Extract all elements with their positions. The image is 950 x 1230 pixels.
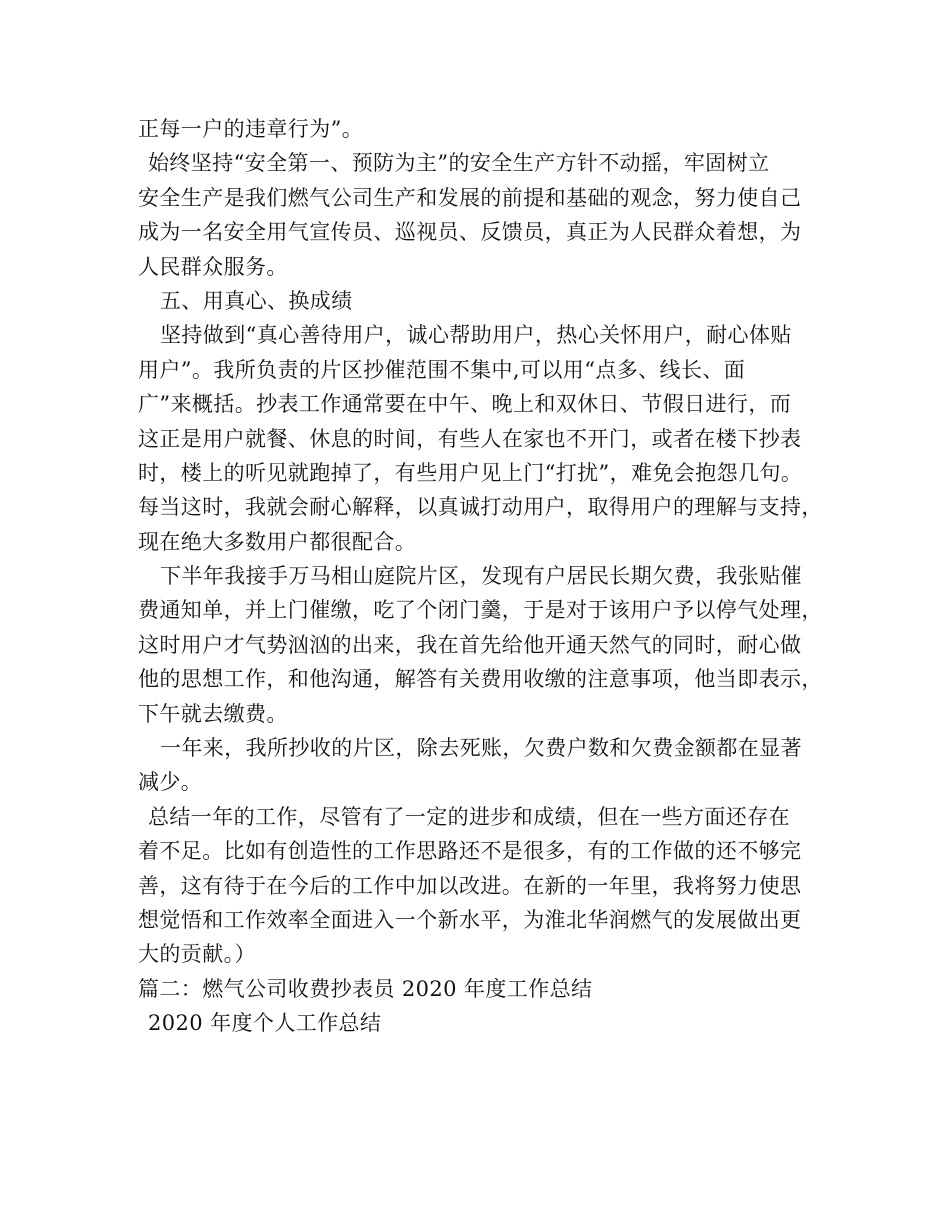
text-line: 这正是用户就餐、休息的时间，有些人在家也不开门，或者在楼下抄表 <box>138 426 802 451</box>
text-line: 想觉悟和工作效率全面进入一个新水平，为淮北华润燃气的发展做出更 <box>138 907 802 932</box>
text-line: 安全生产是我们燃气公司生产和发展的前提和基础的观念，努力使自己 <box>138 185 802 210</box>
chapter-subtitle: 2020 年度个人工作总结 <box>148 1011 382 1036</box>
text-line: 成为一名安全用气宣传员、巡视员、反馈员，真正为人民群众着想，为 <box>138 220 802 245</box>
text-line: 减少。 <box>138 770 203 795</box>
section-heading: 五、用真心、换成绩 <box>160 288 353 313</box>
text-line: 人民群众服务。 <box>138 254 288 279</box>
text-line: 着不足。比如有创造性的工作思路还不是很多，有的工作做的还不够完 <box>138 839 802 864</box>
text-line: 始终坚持“安全第一、预防为主”的安全生产方针不动摇，牢固树立 <box>148 151 770 176</box>
text-line: 这时用户才气势汹汹的出来，我在首先给他开通天然气的同时，耐心做 <box>138 632 802 657</box>
text-line: 善，这有待于在今后的工作中加以改进。在新的一年里，我将努力使思 <box>138 873 802 898</box>
text-line: 下半年我接手万马相山庭院片区，发现有户居民长期欠费，我张贴催 <box>160 564 802 589</box>
text-line: 时，楼上的听见就跑掉了，有些用户见上门“打扰”，难免会抱怨几句。 <box>138 460 803 485</box>
text-line: 正每一户的违章行为”。 <box>138 117 364 141</box>
text-line: 总结一年的工作，尽管有了一定的进步和成绩，但在一些方面还存在 <box>148 804 790 829</box>
text-line: 用户”。我所负责的片区抄催范围不集中,可以用“点多、线长、面 <box>138 357 746 382</box>
text-line: 下午就去缴费。 <box>138 701 288 726</box>
text-line: 坚持做到“真心善待用户，诚心帮助用户，热心关怀用户，耐心体贴 <box>160 323 792 348</box>
text-line: 他的思想工作，和他沟通，解答有关费用收缴的注意事项，他当即表示， <box>138 667 823 692</box>
chapter-heading: 篇二：燃气公司收费抄表员 2020 年度工作总结 <box>138 976 593 1001</box>
text-line: 一年来，我所抄收的片区，除去死账，欠费户数和欠费金额都在显著 <box>160 736 802 761</box>
text-line: 广”来概括。抄表工作通常要在中午、晚上和双休日、节假日进行，而 <box>138 392 792 417</box>
text-line: 费通知单，并上门催缴，吃了个闭门羹，于是对于该用户予以停气处理， <box>138 598 823 623</box>
document-body <box>138 112 823 1041</box>
text-line: 大的贡献。） <box>138 942 256 967</box>
text-line: 现在绝大多数用户都很配合。 <box>138 529 417 554</box>
text-line: 每当这时，我就会耐心解释，以真诚打动用户，取得用户的理解与支持， <box>138 495 823 520</box>
